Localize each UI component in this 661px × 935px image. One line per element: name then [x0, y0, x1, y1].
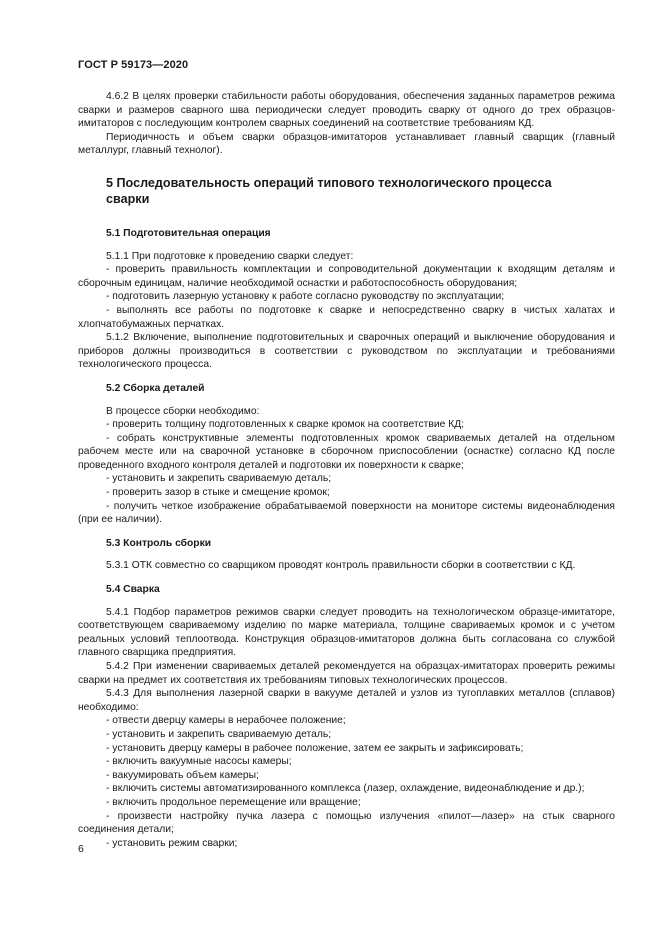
list-item: - установить и закрепить свариваемую деталь; — [106, 473, 332, 485]
list-item: - включить вакуумные насосы камеры; — [106, 756, 292, 768]
paragraph-5-2-intro: В процессе сборки необходимо: — [106, 405, 260, 417]
list-item: - проверить правильность комплектации и сопроводительной документации к входящим деталям и сборочным единицам, наличие необходимой оснастки и работоспособность оборудования; — [78, 264, 615, 289]
page-number: 6 — [78, 843, 84, 855]
list-item: - включить продольное перемещение или вращение; — [106, 796, 361, 808]
list-item: - установить дверцу камеры в рабочее положение, затем ее закрыть и зафиксировать; — [106, 742, 524, 754]
paragraph-5-1-1: 5.1.1 При подготовке к проведению сварки следует: — [106, 250, 354, 262]
page-body — [78, 90, 615, 850]
section-5-4-heading: 5.4 Сварка — [106, 584, 160, 596]
section-5-heading: 5 Последовательность операций типового технологического процесса сварки — [106, 175, 552, 206]
list-item: - проверить зазор в стыке и смещение кромок; — [106, 487, 330, 499]
paragraph-periodicity: Периодичность и объем сварки образцов-имитаторов устанавливает главный сварщик (главный металлург, главный технолог). — [78, 131, 615, 157]
list-item: - вакуумировать объем камеры; — [106, 769, 259, 781]
paragraph-4-6-2: 4.6.2 В целях проверки стабильности работы оборудования, обеспечения заданных параметров режима сварки и размеров сварного шва периодически следует проводить сварку от одного до трех образцов-имитаторов с последующим контролем сварных соединений на соответствие требованиям КД. — [78, 91, 615, 130]
list-item: - установить и закрепить свариваемую деталь; — [106, 728, 332, 740]
section-5-3-heading: 5.3 Контроль сборки — [106, 537, 212, 549]
list-item: - получить четкое изображение обрабатываемой поверхности на мониторе системы видеонаблюдения (при ее наличии). — [78, 500, 615, 526]
paragraph-5-4-3: 5.4.3 Для выполнения лазерной сварки в вакууме деталей и узлов из тугоплавких металлов (сплавов) необходимо: — [78, 688, 615, 713]
section-5-2-heading: 5.2 Сборка деталей — [106, 382, 205, 394]
paragraph-5-1-2: 5.1.2 Включение, выполнение подготовительных и сварочных операций и выключение оборудования и приборов должны производиться в соответствии с руководством по эксплуатации и требованиями технологического процесса. — [78, 332, 615, 371]
paragraph-5-3-1: 5.3.1 ОТК совместно со сварщиком проводят контроль правильности сборки в соответствии с КД. — [106, 560, 576, 572]
paragraph-5-4-1: 5.4.1 Подбор параметров режимов сварки следует проводить на технологическом образце-имитаторе, соответствующем свариваемому изделию по марке материала, толщине свариваемых кромок и с учетом реальных условий теплоотвода. Конструкция образцов-имитаторов должна быть согласована со службой главного сварщика предприятия. — [78, 606, 615, 659]
section-5-1-heading: 5.1 Подготовительная операция — [106, 227, 271, 239]
list-item: - включить системы автоматизированного комплекса (лазер, охлаждение, видеонаблюдение и др.); — [106, 783, 585, 795]
list-item: - выполнять все работы по подготовке к сварке и непосредственно сварку в чистых халатах и хлопчатобумажных перчатках. — [78, 304, 615, 330]
paragraph-5-4-2: 5.4.2 При изменении свариваемых деталей рекомендуется на образцах-имитаторах проверить режимы сварки на предмет их соответствия их требованиям типовых технологических процессов. — [78, 661, 615, 686]
list-item: - подготовить лазерную установку к работе согласно руководству по эксплуатации; — [106, 291, 505, 303]
list-item: - произвести настройку пучка лазера с помощью излучения «пилот—лазер» на стык сварного соединения детали; — [78, 810, 615, 836]
list-item: - отвести дверцу камеры в нерабочее положение; — [106, 715, 346, 727]
list-item: - собрать конструктивные элементы подготовленных кромок свариваемых деталей на отдельном рабочем месте или на сварочной установке в сборочном приспособлении (оснастке) согласно КД после проведенного входного контроля деталей и подготовки их поверхности к сварке; — [78, 432, 615, 471]
document-code: ГОСТ Р 59173—2020 — [78, 59, 189, 71]
list-item: - установить режим сварки; — [106, 837, 238, 849]
list-item: - проверить толщину подготовленных к сварке кромок на соответствие КД; — [106, 419, 465, 431]
